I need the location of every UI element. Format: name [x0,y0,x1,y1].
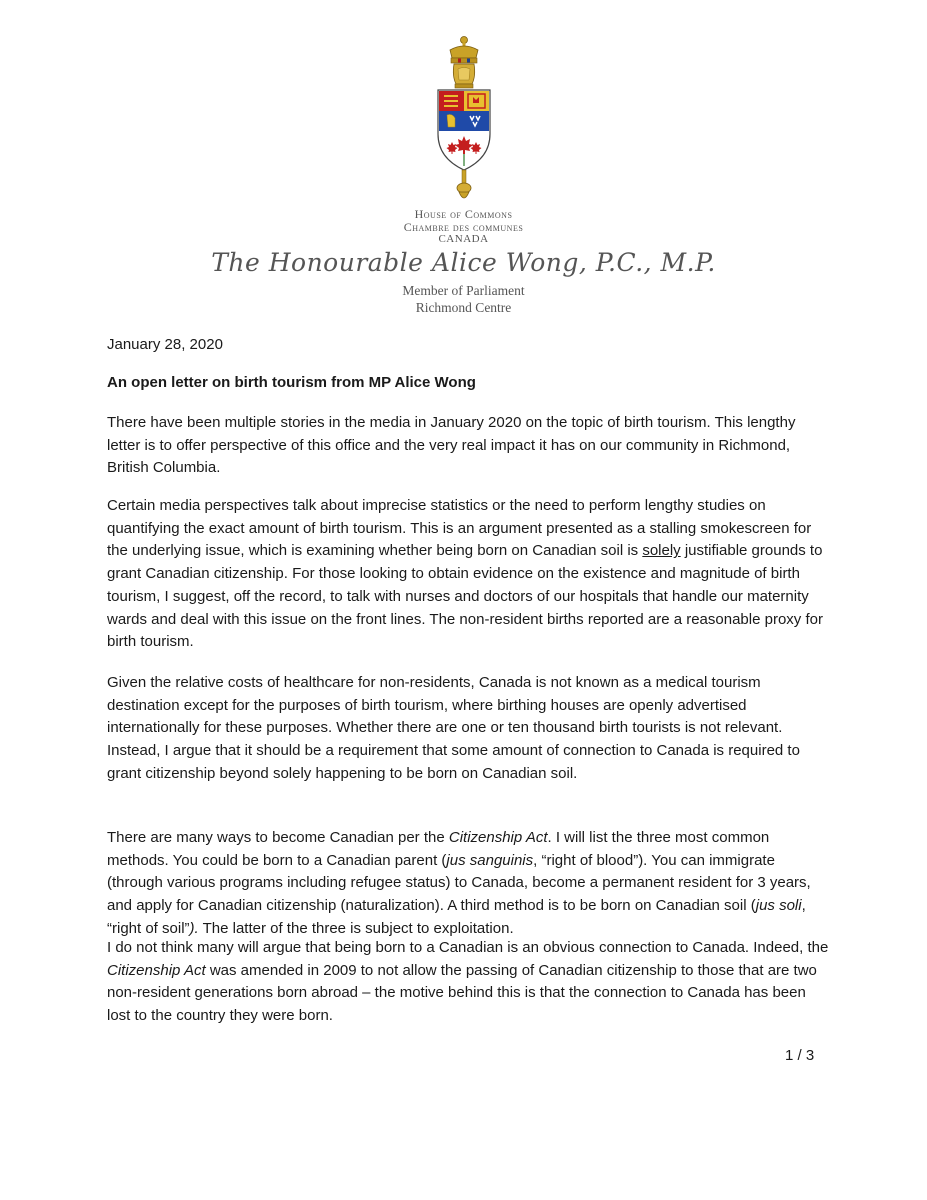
jus-sanguinis-italic: jus sanguinis [446,851,534,869]
riding-name: Richmond Centre [415,300,512,315]
paragraph-3: Given the relative costs of healthcare for non-residents, Canada is not known as a medical tourism destination except for the purposes of birth tourism, where birthing houses are openly advertised internationally for these purposes. Whether there are one or ten thousand birth tourists is not relevant. Instead, I argue that it should be a requirement that some amount of connection to Canada is required to grant citizenship beyond solely happening to be born on Canadian soil. [107,674,800,782]
paragraph-1: There have been multiple stories in the media in January 2020 on the topic of birth tourism. This lengthy letter is to offer perspective of this office and the very real impact it has on our community in Richmond, British Columbia. [107,414,796,477]
paragraph-4-text-b: . I will list the three most common methods. You could be born to a Canadian parent ( [107,829,770,869]
house-of-commons-label: House of Commons [414,207,513,221]
country-label: CANADA [438,233,489,245]
closing-paren-italic: ). [189,919,199,937]
paragraph-4-text-d: , “right of soil” [107,897,806,937]
paragraph-5-text-b: was amended in 2009 to not allow the passing of Canadian citizenship to those that are two non-resident generations born abroad – the motive behind this is that the connection to Canada has been lost to the country they were born. [107,961,817,1025]
paragraph-2 [107,495,832,654]
page-number: 1 / 3 [785,1047,815,1064]
member-name: The Honourable Alice Wong, P.C., M.P. [211,248,716,277]
member-title: Member of Parliament [402,283,525,298]
chambre-des-communes-label: Chambre des communes [403,220,524,234]
citizenship-act-italic-2: Citizenship Act [107,961,206,979]
citizenship-act-italic: Citizenship Act [448,829,548,846]
paragraph-5-text-a: I do not think many will argue that being born to a Canadian is an obvious connection to Canada. Indeed, the [107,939,829,956]
paragraph-2-text-a: Certain media perspectives talk about imprecise statistics or the need to perform lengthy studies on quantifying the exact amount of birth tourism. This is an argument presented as a stalling smokescreen for the underlying issue, which is examining whether being born on Canadian soil is [107,497,812,560]
paragraph-4 [107,827,832,941]
underlined-solely: solely [642,542,681,560]
jus-soli-italic: jus soli [755,897,802,915]
letter-date: January 28, 2020 [107,336,223,353]
paragraph-4-text-a: There are many ways to become Canadian per the [107,829,449,846]
letter-subject: An open letter on birth tourism from MP Alice Wong [107,374,476,391]
paragraph-5 [107,937,832,1028]
paragraph-4-text-e: The latter of the three is subject to exploitation. [198,919,514,937]
paragraph-4-text-c: , “right of blood”). You can immigrate (through various programs including refugee status) to Canada, become a permanent resident for 3 years, and apply for Canadian citizenship (naturalization). A third method is to be born on Canadian soil ( [107,851,811,915]
paragraph-2-text-b: justifiable grounds to grant Canadian citizenship. For those looking to obtain evidence on the existence and magnitude of birth tourism, I suggest, off the record, to talk with nurses and doctors of our hospitals that handle our maternity wards and deal with this issue on the front lines. The non-resident births reported are a reasonable proxy for birth tourism. [107,542,823,651]
house-of-commons-crest-icon [418,36,510,204]
